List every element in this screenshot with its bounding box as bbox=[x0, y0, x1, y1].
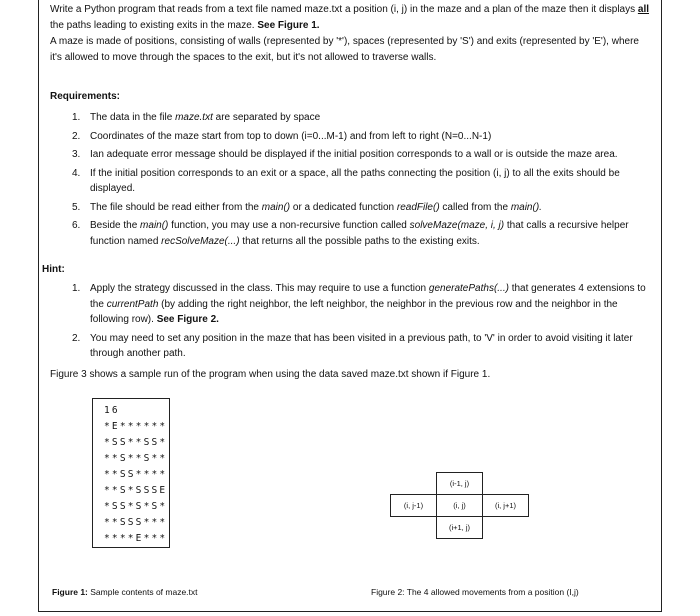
grid-cell-empty bbox=[391, 473, 437, 495]
maze-line: **SSS*** bbox=[104, 517, 168, 528]
maze-line: *SS*S*S* bbox=[104, 501, 168, 512]
grid-cell-center: (i, j) bbox=[437, 495, 483, 517]
grid-cell-empty bbox=[483, 517, 529, 539]
hint-title: Hint: bbox=[42, 264, 65, 275]
maze-line: *E****** bbox=[104, 421, 168, 432]
requirements-title: Requirements: bbox=[50, 91, 121, 102]
figure2-caption: Figure 2: The 4 allowed movements from a position (I,j) bbox=[371, 587, 579, 597]
grid-cell-left: (i, j-1) bbox=[391, 495, 437, 517]
hint-list bbox=[50, 281, 650, 365]
hint-item: 1. Apply the strategy discussed in the class. This may require to use a function generatePaths(...) that generates 4 extensions to the currentPath (by adding the right neighbor, the left neighbor, the neighbor in the previous row and the neighbor in the following row). See Figure 2. bbox=[72, 283, 646, 325]
requirement-item: 6. Beside the main() function, you may use a non-recursive function called solveMaze(maze, i, j) that calls a recursive helper function named recSolveMaze(...) that returns all the possible paths to the existing exits. bbox=[72, 220, 629, 247]
hint-item: 2. You may need to set any position in the maze that has been visited in a previous path, to 'V' in order to avoid visiting it later through another path. bbox=[72, 332, 633, 359]
figure1-caption: Figure 1: Sample contents of maze.txt bbox=[52, 587, 198, 597]
maze-line: **SS**** bbox=[104, 469, 168, 480]
maze-line: ****E*** bbox=[104, 533, 168, 544]
maze-line: **S**S** bbox=[104, 453, 168, 464]
grid-cell-right: (i, j+1) bbox=[483, 495, 529, 517]
intro bbox=[50, 2, 650, 66]
requirement-item: 3. Ian adequate error message should be displayed if the initial position corresponds to a wall or is outside the maze area. bbox=[72, 149, 618, 160]
maze-line: 16 bbox=[104, 405, 120, 416]
maze-line: **S*SSSE bbox=[104, 485, 168, 496]
grid-cell-bottom: (i+1, j) bbox=[437, 517, 483, 539]
intro-paragraph-1: Write a Python program that reads from a text file named maze.txt a position (i, j) in the maze and a plan of the maze then it displays all the paths leading to existing exits in the maze. See Figure 1. bbox=[50, 4, 650, 31]
intro-paragraph-2: A maze is made of positions, consisting of walls (represented by '*'), spaces (represented by 'S') and exits (represented by 'E'), where it's allowed to move through the spaces to the exit, but it's not allowed to traverse walls. bbox=[50, 36, 639, 63]
grid-cell-empty bbox=[391, 517, 437, 539]
grid-cell-top: (i-1, j) bbox=[437, 473, 483, 495]
maze-line: *SS**SS* bbox=[104, 437, 168, 448]
requirements-list bbox=[50, 110, 650, 252]
requirement-item: 5. The file should be read either from the main() or a dedicated function readFile() called from the main(). bbox=[72, 201, 542, 213]
movement-grid bbox=[390, 472, 529, 539]
figure3-text: Figure 3 shows a sample run of the program when using the data saved maze.txt shown if Figure 1. bbox=[50, 369, 491, 380]
requirement-item: 2. Coordinates of the maze start from top to down (i=0...M-1) and from left to right (N=0...N-1) bbox=[72, 130, 492, 142]
grid-cell-empty bbox=[483, 473, 529, 495]
requirement-item: 1. The data in the file maze.txt are separated by space bbox=[72, 112, 321, 123]
requirement-item: 4. If the initial position corresponds to an exit or a space, all the paths connecting the position (i, j) to all the exits should be displayed. bbox=[72, 167, 620, 194]
